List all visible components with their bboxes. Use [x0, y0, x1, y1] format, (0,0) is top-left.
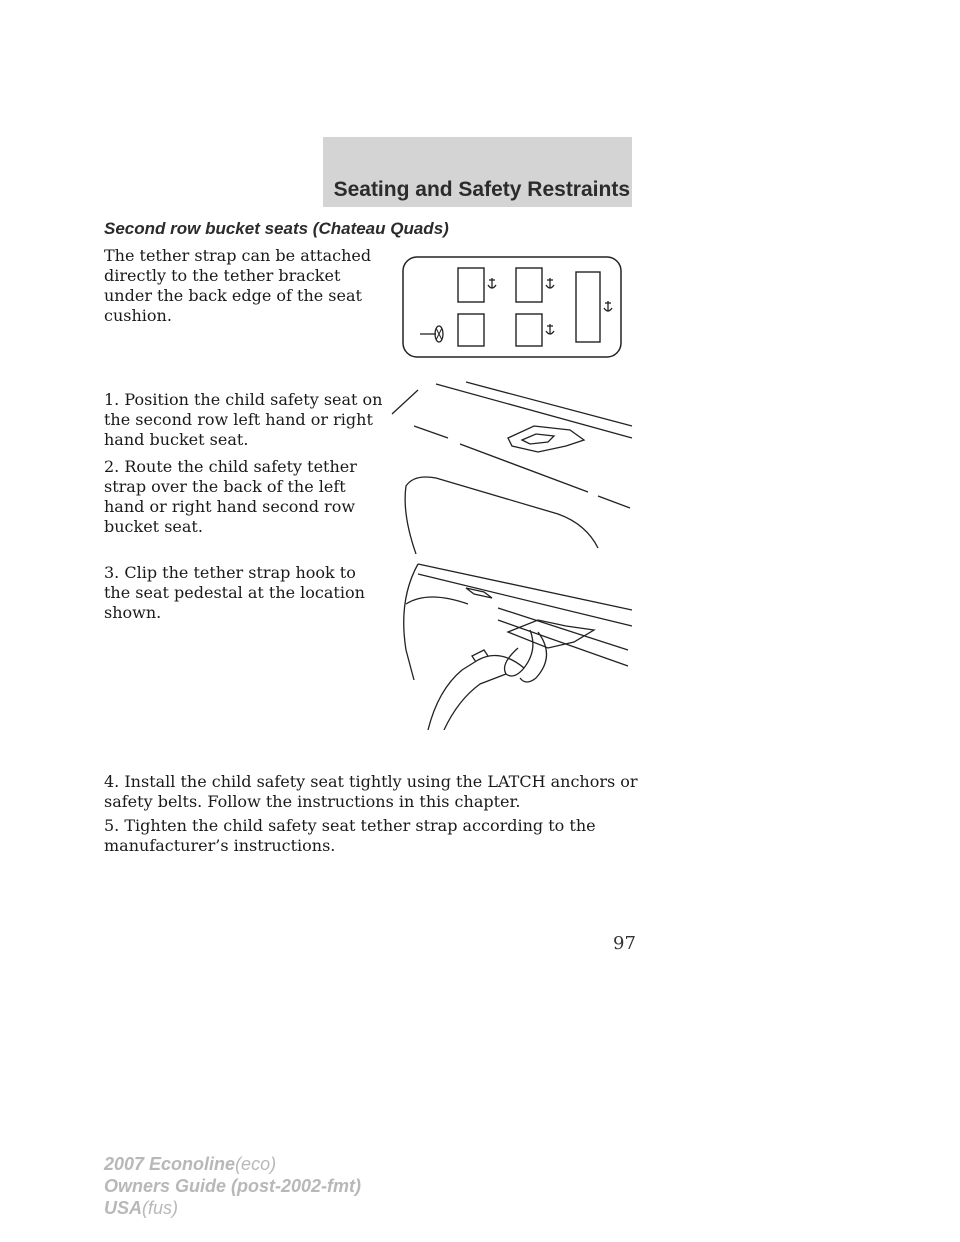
anchor-icon [488, 278, 496, 288]
anchor-icon [546, 278, 554, 288]
page-number: 97 [613, 933, 636, 954]
seating-diagram [400, 254, 624, 360]
bench-seat [576, 272, 600, 342]
step-3: 3. Clip the tether strap hook to the seat pedestal at the location shown. [104, 563, 365, 622]
seat-front-left [458, 268, 484, 302]
anchor-icon [604, 301, 612, 311]
step-1: 1. Position the child safety seat on the second row left hand or right hand bucket seat. [104, 390, 383, 449]
intro-paragraph: The tether strap can be attached directly to the tether bracket under the back edge of the seat cushion. [104, 246, 372, 325]
document-footer [104, 1153, 361, 1219]
step-2: 2. Route the child safety tether strap over the back of the left hand or right hand second row bucket seat. [104, 457, 357, 536]
footer-model: 2007 Econoline [104, 1154, 236, 1174]
seat-rear-right [516, 314, 542, 346]
tether-bracket-illustration [388, 374, 636, 554]
step-4: 4. Install the child safety seat tightly using the LATCH anchors or safety belts. Follow the instructions in this chapter. [104, 772, 638, 811]
anchor-icon [546, 324, 554, 334]
step-5: 5. Tighten the child safety seat tether strap according to the manufacturer’s instructions. [104, 816, 596, 855]
footer-market: USA [104, 1198, 143, 1218]
subheading: Second row bucket seats (Chateau Quads) [104, 219, 449, 238]
footer-model-code: (eco) [235, 1154, 277, 1174]
seat-rear-left [458, 314, 484, 346]
footer-market-code: (fus) [142, 1198, 179, 1218]
tether-hook-illustration [388, 560, 636, 730]
steering-wheel-icon [420, 326, 443, 342]
section-title: Seating and Safety Restraints [333, 178, 630, 201]
footer-guide: Owners Guide (post-2002-fmt) [104, 1176, 362, 1196]
seat-front-right [516, 268, 542, 302]
